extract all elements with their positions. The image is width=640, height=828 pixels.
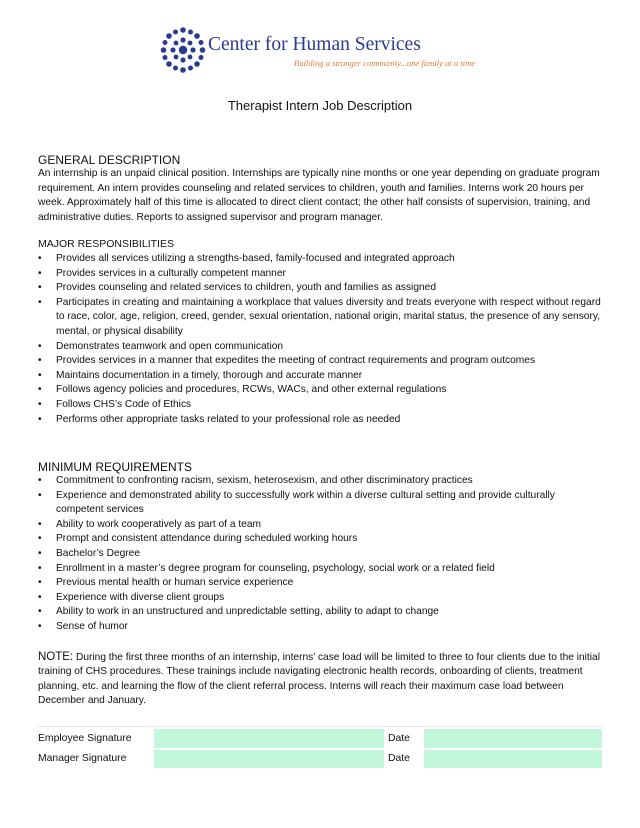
list-item: • Commitment to confronting racism, sexism, heterosexism, and other discriminatory practices bbox=[38, 474, 603, 489]
employee-signature-field[interactable] bbox=[154, 729, 384, 748]
document-body bbox=[38, 153, 603, 709]
manager-signature-field[interactable] bbox=[154, 750, 384, 769]
list-item: • Performs other appropriate tasks related to your professional role as needed bbox=[38, 413, 603, 428]
note-text: During the first three months of an internship, interns’ case load will be limited to three to four clients due to the initial training of CHS procedures. These trainings include navigating electronic health records, onboarding of clients, treatment planning, etc. and learning the flow of the client referral process. Interns will reach their maximum case load between December and January. bbox=[38, 651, 600, 707]
major-responsibilities-heading: MAJOR RESPONSIBILITIES bbox=[38, 238, 174, 251]
table-row bbox=[36, 729, 602, 748]
general-description-heading: GENERAL DESCRIPTION bbox=[38, 153, 181, 167]
chs-logo-icon bbox=[160, 25, 206, 75]
list-item: • Ability to work cooperatively as part of a team bbox=[38, 518, 603, 533]
minimum-requirements-heading: MINIMUM REQUIREMENTS bbox=[38, 460, 192, 475]
list-item: • Provides services in a manner that expedites the meeting of contract requirements and program outcomes bbox=[38, 354, 603, 369]
general-description-text: An internship is an unpaid clinical position. Internships are typically nine months or one year depending on graduate program requirement. An intern provides counseling and related services to children, youth and families. Interns work 20 hours per week. Approximately half of this time is allocated to direct client contact; the other half consists of supervision, training, and administrative duties. Reports to assigned supervisor and program manager. bbox=[38, 168, 600, 223]
table-row bbox=[36, 750, 602, 769]
list-item: • Demonstrates teamwork and open communication bbox=[38, 340, 603, 355]
list-item: • Previous mental health or human service experience bbox=[38, 576, 603, 591]
list-item: • Provides services in a culturally competent manner bbox=[38, 267, 603, 282]
list-item: • Follows CHS’s Code of Ethics bbox=[38, 398, 603, 413]
list-item: • Bachelor’s Degree bbox=[38, 547, 603, 562]
list-item: • Experience and demonstrated ability to successfully work within a diverse cultural setting and provide culturally competent services bbox=[38, 489, 603, 518]
list-item: • Provides counseling and related services to children, youth and families as assigned bbox=[38, 281, 603, 296]
list-item: • Participates in creating and maintaining a workplace that values diversity and treats everyone with respect without regard to race, color, age, religion, creed, gender, sexual orientation, national origin, marital status, the presence of any sensory, mental, or physical disability bbox=[38, 296, 603, 340]
manager-date-label: Date bbox=[388, 753, 410, 765]
responsibilities-list bbox=[38, 252, 603, 427]
list-item: • Experience with diverse client groups bbox=[38, 591, 603, 606]
manager-signature-label: Manager Signature bbox=[38, 753, 127, 765]
page-title: Therapist Intern Job Description bbox=[227, 98, 413, 113]
logo bbox=[160, 25, 480, 80]
employee-date-field[interactable] bbox=[424, 729, 602, 748]
list-item: • Prompt and consistent attendance during scheduled working hours bbox=[38, 532, 603, 547]
list-item: • Provides all services utilizing a strengths-based, family-focused and integrated approach bbox=[38, 252, 603, 267]
employee-date-label: Date bbox=[388, 732, 410, 744]
manager-date-field[interactable] bbox=[424, 750, 602, 769]
organization-tagline: Building a stronger community...one family at a time bbox=[294, 58, 476, 68]
list-item: • Ability to work in an unstructured and unpredictable setting, ability to adapt to change bbox=[38, 605, 603, 620]
signature-table bbox=[34, 727, 604, 770]
list-item: • Maintains documentation in a timely, thorough and accurate manner bbox=[38, 369, 603, 384]
list-item: • Follows agency policies and procedures, RCWs, WACs, and other external regulations bbox=[38, 383, 603, 398]
note-label: NOTE: bbox=[38, 650, 74, 663]
requirements-list bbox=[38, 474, 603, 635]
list-item: • Sense of humor bbox=[38, 620, 603, 635]
employee-signature-label: Employee Signature bbox=[38, 732, 132, 744]
note-paragraph bbox=[38, 650, 603, 709]
list-item: • Enrollment in a master’s degree program for counseling, psychology, social work or a related field bbox=[38, 562, 603, 577]
organization-name: Center for Human Services bbox=[208, 34, 421, 55]
